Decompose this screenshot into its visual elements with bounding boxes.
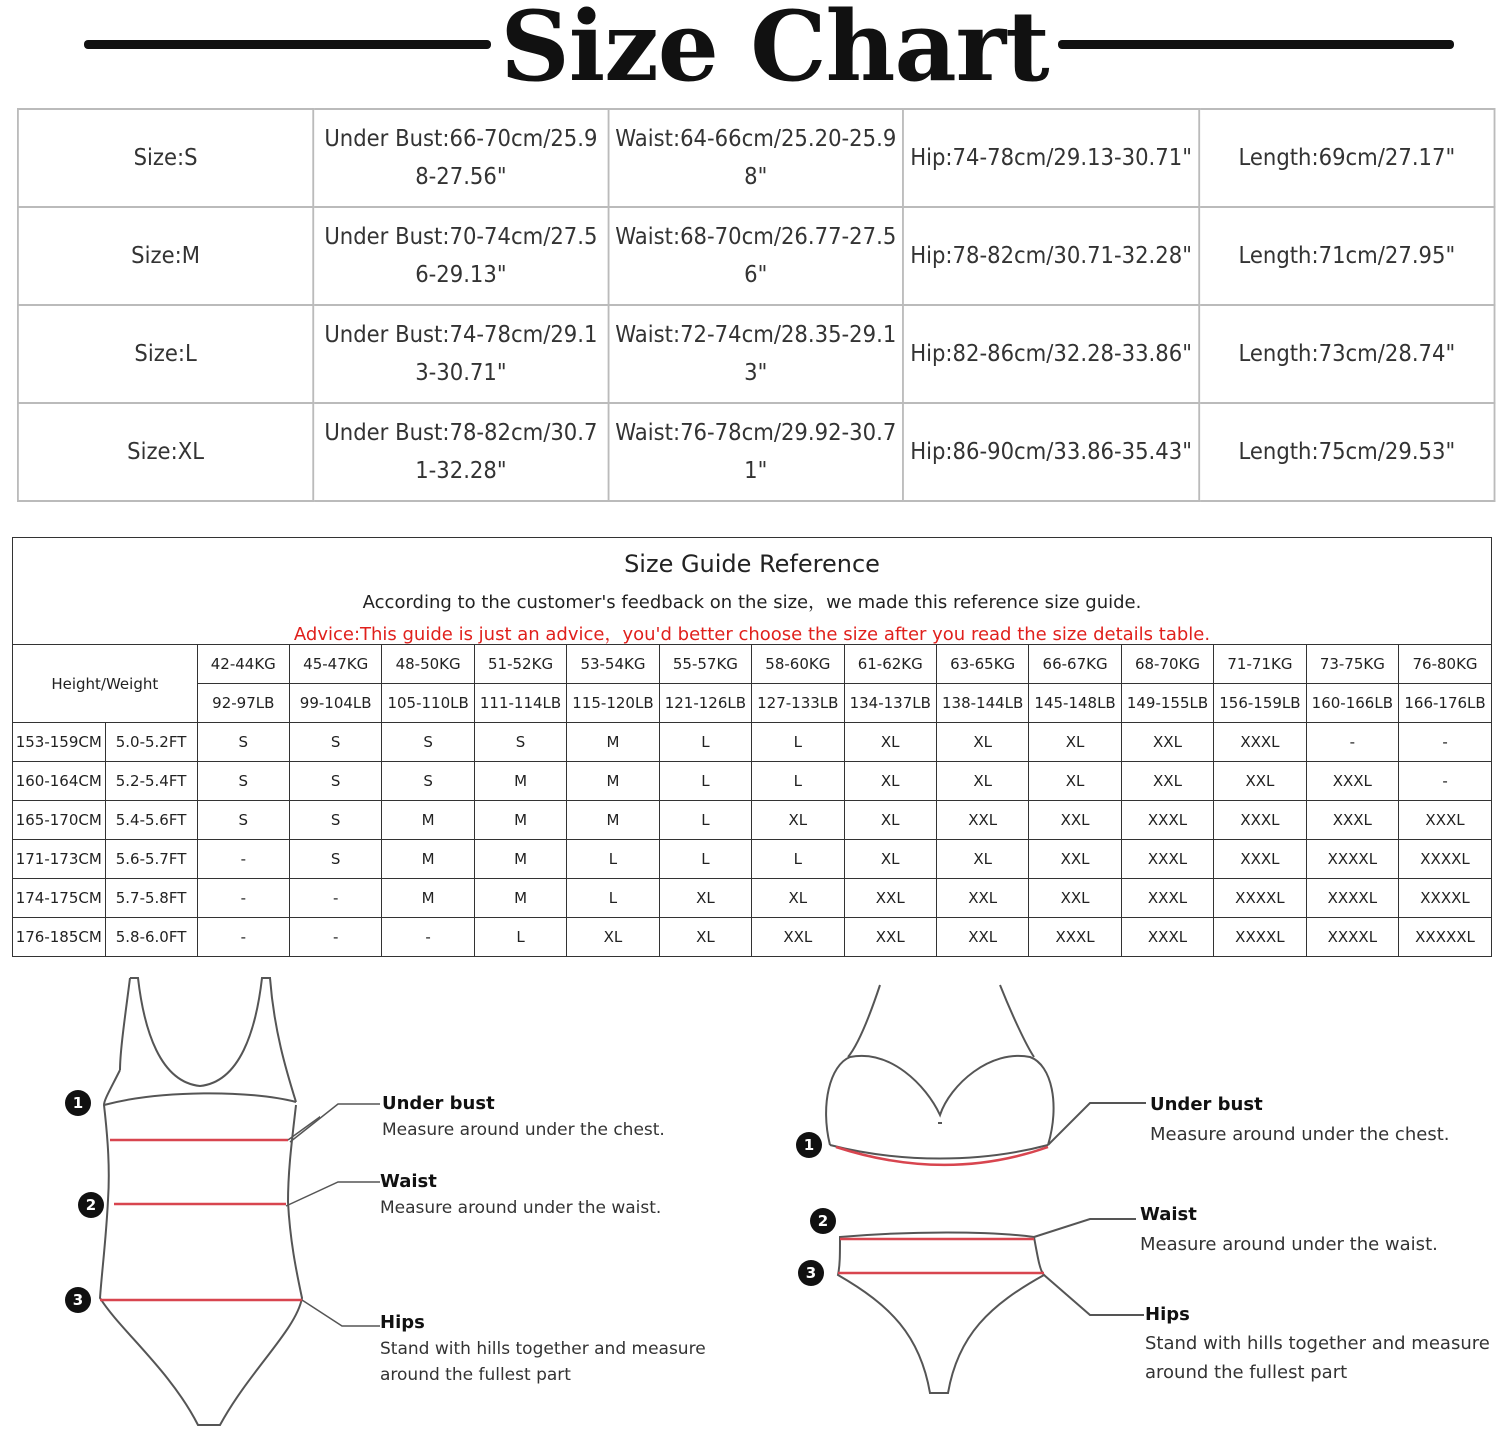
table-row bbox=[13, 723, 1491, 762]
hips-note bbox=[380, 1310, 706, 1388]
under-bust-measure-line bbox=[836, 1147, 1048, 1165]
height-cm-cell: 160-164CM bbox=[13, 762, 105, 801]
marker-1: 1 bbox=[65, 1090, 91, 1116]
recommended-size-cell: XXL bbox=[844, 879, 936, 918]
recommended-size-cell: L bbox=[659, 762, 751, 801]
recommended-size-cell: S bbox=[289, 801, 381, 840]
bikini-diagram bbox=[790, 975, 1150, 1405]
recommended-size-cell: L bbox=[659, 840, 751, 879]
bikini-top-cups bbox=[826, 1056, 1053, 1145]
waist-desc: Measure around under the waist. bbox=[1140, 1234, 1438, 1255]
recommended-size-cell: - bbox=[1306, 723, 1398, 762]
hips-desc-1: Stand with hills together and measure bbox=[380, 1339, 706, 1359]
weight-kg-header: 66-67KG bbox=[1029, 645, 1121, 684]
marker-3: 3 bbox=[65, 1287, 91, 1313]
recommended-size-cell: XXXL bbox=[1214, 723, 1306, 762]
weight-lb-header: 92-97LB bbox=[197, 684, 289, 723]
height-ft-cell: 5.6-5.7FT bbox=[105, 840, 197, 879]
recommended-size-cell: - bbox=[289, 879, 381, 918]
neckline-outline bbox=[120, 978, 296, 1102]
hip-cell: Hip:82-86cm/32.28-33.86" bbox=[903, 305, 1199, 403]
recommended-size-cell: - bbox=[382, 918, 474, 957]
recommended-size-cell: L bbox=[474, 918, 566, 957]
recommended-size-cell: L bbox=[752, 723, 844, 762]
size-guide-table bbox=[13, 645, 1491, 956]
under-bust-cell: Under Bust:66-70cm/25.98-27.56" bbox=[313, 109, 608, 207]
recommended-size-cell: XL bbox=[567, 918, 659, 957]
recommended-size-cell: S bbox=[382, 762, 474, 801]
recommended-size-cell: XXL bbox=[936, 879, 1028, 918]
height-ft-cell: 5.4-5.6FT bbox=[105, 801, 197, 840]
table-row bbox=[18, 403, 1495, 501]
weight-lb-header: 127-133LB bbox=[752, 684, 844, 723]
bikini-bottom bbox=[838, 1233, 1044, 1394]
under-bust-note bbox=[382, 1091, 665, 1143]
recommended-size-cell: XXL bbox=[1029, 840, 1121, 879]
recommended-size-cell: - bbox=[197, 879, 289, 918]
under-bust-cell: Under Bust:70-74cm/27.56-29.13" bbox=[313, 207, 608, 305]
table-row bbox=[18, 305, 1495, 403]
recommended-size-cell: XXXXL bbox=[1306, 918, 1398, 957]
weight-kg-header: 76-80KG bbox=[1399, 645, 1491, 684]
waist-note bbox=[380, 1169, 661, 1221]
recommended-size-cell: M bbox=[382, 879, 474, 918]
waist-title: Waist bbox=[1140, 1204, 1197, 1225]
under-bust-title: Under bust bbox=[382, 1093, 495, 1114]
height-cm-cell: 171-173CM bbox=[13, 840, 105, 879]
title-rule-right bbox=[1058, 40, 1454, 49]
recommended-size-cell: XL bbox=[936, 840, 1028, 879]
recommended-size-cell: XL bbox=[752, 801, 844, 840]
recommended-size-cell: XL bbox=[844, 840, 936, 879]
recommended-size-cell: M bbox=[474, 840, 566, 879]
length-cell: Length:71cm/27.95" bbox=[1199, 207, 1494, 305]
recommended-size-cell: XXXL bbox=[1029, 918, 1121, 957]
recommended-size-cell: XXL bbox=[1029, 801, 1121, 840]
table-row bbox=[13, 645, 1491, 684]
weight-kg-header: 61-62KG bbox=[844, 645, 936, 684]
under-bust-cell: Under Bust:78-82cm/30.71-32.28" bbox=[313, 403, 608, 501]
recommended-size-cell: XXXL bbox=[1306, 762, 1398, 801]
recommended-size-cell: XXXL bbox=[1399, 801, 1491, 840]
recommended-size-cell: XXXL bbox=[1214, 840, 1306, 879]
recommended-size-cell: XXL bbox=[1121, 762, 1213, 801]
height-ft-cell: 5.8-6.0FT bbox=[105, 918, 197, 957]
height-cm-cell: 176-185CM bbox=[13, 918, 105, 957]
recommended-size-cell: S bbox=[197, 723, 289, 762]
recommended-size-cell: XXXL bbox=[1121, 801, 1213, 840]
table-row bbox=[18, 207, 1495, 305]
right-strap bbox=[1000, 985, 1034, 1057]
weight-kg-header: 55-57KG bbox=[659, 645, 751, 684]
recommended-size-cell: M bbox=[474, 801, 566, 840]
recommended-size-cell: M bbox=[567, 723, 659, 762]
recommended-size-cell: S bbox=[382, 723, 474, 762]
recommended-size-cell: XL bbox=[659, 918, 751, 957]
weight-kg-header: 51-52KG bbox=[474, 645, 566, 684]
weight-lb-header: 166-176LB bbox=[1399, 684, 1491, 723]
title-banner bbox=[0, 0, 1500, 103]
under-bust-note bbox=[1150, 1090, 1449, 1150]
table-row bbox=[18, 109, 1495, 207]
table-row bbox=[13, 801, 1491, 840]
recommended-size-cell: XXXXXL bbox=[1399, 918, 1491, 957]
guide-description: According to the customer's feedback on the size，we made this reference size guide. bbox=[362, 592, 1142, 613]
weight-kg-header: 71-71KG bbox=[1214, 645, 1306, 684]
recommended-size-cell: XXXL bbox=[1121, 879, 1213, 918]
table-row bbox=[13, 840, 1491, 879]
hip-cell: Hip:86-90cm/33.86-35.43" bbox=[903, 403, 1199, 501]
weight-lb-header: 156-159LB bbox=[1214, 684, 1306, 723]
title-rule-left bbox=[84, 40, 491, 49]
recommended-size-cell: XXL bbox=[936, 801, 1028, 840]
waist-title: Waist bbox=[380, 1171, 437, 1192]
weight-kg-header: 42-44KG bbox=[197, 645, 289, 684]
waist-cell: Waist:72-74cm/28.35-29.13" bbox=[609, 305, 903, 403]
weight-lb-header: 160-166LB bbox=[1306, 684, 1398, 723]
page-title: Size Chart bbox=[500, 0, 1049, 103]
table-row bbox=[13, 684, 1491, 723]
size-measurement-table bbox=[17, 108, 1495, 502]
weight-kg-header: 48-50KG bbox=[382, 645, 474, 684]
hips-desc-2: around the fullest part bbox=[380, 1365, 571, 1385]
height-weight-header: Height/Weight bbox=[13, 645, 197, 723]
recommended-size-cell: - bbox=[289, 918, 381, 957]
waist-cell: Waist:68-70cm/26.77-27.56" bbox=[609, 207, 903, 305]
recommended-size-cell: S bbox=[197, 801, 289, 840]
recommended-size-cell: L bbox=[659, 723, 751, 762]
weight-lb-header: 111-114LB bbox=[474, 684, 566, 723]
recommended-size-cell: XL bbox=[1029, 723, 1121, 762]
waist-cell: Waist:76-78cm/29.92-30.71" bbox=[609, 403, 903, 501]
recommended-size-cell: XL bbox=[1029, 762, 1121, 801]
recommended-size-cell: M bbox=[567, 762, 659, 801]
waist-note bbox=[1140, 1200, 1438, 1260]
weight-lb-header: 99-104LB bbox=[289, 684, 381, 723]
marker-2: 2 bbox=[78, 1192, 104, 1218]
length-cell: Length:73cm/28.74" bbox=[1199, 305, 1494, 403]
recommended-size-cell: XXXXL bbox=[1399, 879, 1491, 918]
recommended-size-cell: XL bbox=[844, 723, 936, 762]
guide-header bbox=[13, 538, 1491, 645]
recommended-size-cell: S bbox=[289, 840, 381, 879]
recommended-size-cell: M bbox=[382, 801, 474, 840]
height-ft-cell: 5.7-5.8FT bbox=[105, 879, 197, 918]
hips-note bbox=[1145, 1300, 1490, 1387]
recommended-size-cell: XXL bbox=[1029, 879, 1121, 918]
under-bust-title: Under bust bbox=[1150, 1094, 1263, 1115]
recommended-size-cell: M bbox=[382, 840, 474, 879]
recommended-size-cell: S bbox=[474, 723, 566, 762]
waist-desc: Measure around under the waist. bbox=[380, 1198, 662, 1218]
recommended-size-cell: XL bbox=[936, 762, 1028, 801]
weight-lb-header: 149-155LB bbox=[1121, 684, 1213, 723]
height-cm-cell: 153-159CM bbox=[13, 723, 105, 762]
recommended-size-cell: XXXXL bbox=[1306, 879, 1398, 918]
recommended-size-cell: XL bbox=[936, 723, 1028, 762]
recommended-size-cell: XXXXL bbox=[1214, 918, 1306, 957]
recommended-size-cell: XXXL bbox=[1306, 801, 1398, 840]
waist-cell: Waist:64-66cm/25.20-25.98" bbox=[609, 109, 903, 207]
recommended-size-cell: XXL bbox=[936, 918, 1028, 957]
body-outline bbox=[100, 1070, 302, 1425]
recommended-size-cell: XXL bbox=[1121, 723, 1213, 762]
recommended-size-cell: M bbox=[474, 879, 566, 918]
weight-kg-header: 58-60KG bbox=[752, 645, 844, 684]
marker-3: 3 bbox=[798, 1260, 824, 1286]
weight-lb-header: 105-110LB bbox=[382, 684, 474, 723]
under-bust-desc: Measure around under the chest. bbox=[1150, 1124, 1450, 1145]
recommended-size-cell: L bbox=[752, 762, 844, 801]
hips-desc-2: around the fullest part bbox=[1145, 1362, 1348, 1383]
recommended-size-cell: L bbox=[659, 801, 751, 840]
weight-lb-header: 121-126LB bbox=[659, 684, 751, 723]
weight-kg-header: 45-47KG bbox=[289, 645, 381, 684]
size-label: Size:L bbox=[18, 305, 313, 403]
size-label: Size:XL bbox=[18, 403, 313, 501]
hips-desc-1: Stand with hills together and measure bbox=[1145, 1333, 1490, 1354]
recommended-size-cell: L bbox=[752, 840, 844, 879]
recommended-size-cell: XXL bbox=[1214, 762, 1306, 801]
weight-lb-header: 134-137LB bbox=[844, 684, 936, 723]
size-label: Size:M bbox=[18, 207, 313, 305]
recommended-size-cell: XL bbox=[844, 801, 936, 840]
recommended-size-cell: M bbox=[474, 762, 566, 801]
recommended-size-cell: - bbox=[197, 840, 289, 879]
recommended-size-cell: XXXXL bbox=[1214, 879, 1306, 918]
guide-title: Size Guide Reference bbox=[624, 550, 880, 578]
recommended-size-cell: M bbox=[567, 801, 659, 840]
guide-advice: Advice:This guide is just an advice，you'd better choose the size after you read the size details table. bbox=[293, 624, 1211, 645]
recommended-size-cell: S bbox=[289, 723, 381, 762]
hips-title: Hips bbox=[380, 1312, 425, 1333]
height-cm-cell: 174-175CM bbox=[13, 879, 105, 918]
weight-lb-header: 115-120LB bbox=[567, 684, 659, 723]
recommended-size-cell: S bbox=[289, 762, 381, 801]
recommended-size-cell: XXXXL bbox=[1306, 840, 1398, 879]
recommended-size-cell: XXXXL bbox=[1399, 840, 1491, 879]
height-ft-cell: 5.2-5.4FT bbox=[105, 762, 197, 801]
under-bust-cell: Under Bust:74-78cm/29.13-30.71" bbox=[313, 305, 608, 403]
one-piece-leaders bbox=[280, 1090, 390, 1350]
marker-2: 2 bbox=[810, 1208, 836, 1234]
hips-title: Hips bbox=[1145, 1304, 1190, 1325]
height-ft-cell: 5.0-5.2FT bbox=[105, 723, 197, 762]
recommended-size-cell: XL bbox=[659, 879, 751, 918]
recommended-size-cell: - bbox=[197, 918, 289, 957]
weight-lb-header: 138-144LB bbox=[936, 684, 1028, 723]
length-cell: Length:69cm/27.17" bbox=[1199, 109, 1494, 207]
recommended-size-cell: XXL bbox=[844, 918, 936, 957]
recommended-size-cell: XL bbox=[844, 762, 936, 801]
table-row bbox=[13, 918, 1491, 957]
recommended-size-cell: L bbox=[567, 879, 659, 918]
recommended-size-cell: - bbox=[1399, 762, 1491, 801]
recommended-size-cell: XXXL bbox=[1214, 801, 1306, 840]
marker-1: 1 bbox=[796, 1132, 822, 1158]
recommended-size-cell: XXXL bbox=[1121, 918, 1213, 957]
recommended-size-cell: XL bbox=[752, 879, 844, 918]
under-bust-desc: Measure around under the chest. bbox=[382, 1120, 665, 1140]
table-row bbox=[13, 762, 1491, 801]
recommended-size-cell: XXL bbox=[752, 918, 844, 957]
left-strap bbox=[848, 985, 880, 1057]
recommended-size-cell: S bbox=[197, 762, 289, 801]
hip-cell: Hip:78-82cm/30.71-32.28" bbox=[903, 207, 1199, 305]
height-cm-cell: 165-170CM bbox=[13, 801, 105, 840]
recommended-size-cell: XXXL bbox=[1121, 840, 1213, 879]
weight-kg-header: 73-75KG bbox=[1306, 645, 1398, 684]
weight-kg-header: 53-54KG bbox=[567, 645, 659, 684]
bust-curve bbox=[104, 1093, 296, 1105]
recommended-size-cell: L bbox=[567, 840, 659, 879]
recommended-size-cell: - bbox=[1399, 723, 1491, 762]
size-label: Size:S bbox=[18, 109, 313, 207]
hip-cell: Hip:74-78cm/29.13-30.71" bbox=[903, 109, 1199, 207]
table-row bbox=[13, 879, 1491, 918]
size-guide-reference bbox=[12, 537, 1492, 957]
weight-lb-header: 145-148LB bbox=[1029, 684, 1121, 723]
length-cell: Length:75cm/29.53" bbox=[1199, 403, 1494, 501]
weight-kg-header: 63-65KG bbox=[936, 645, 1028, 684]
weight-kg-header: 68-70KG bbox=[1121, 645, 1213, 684]
